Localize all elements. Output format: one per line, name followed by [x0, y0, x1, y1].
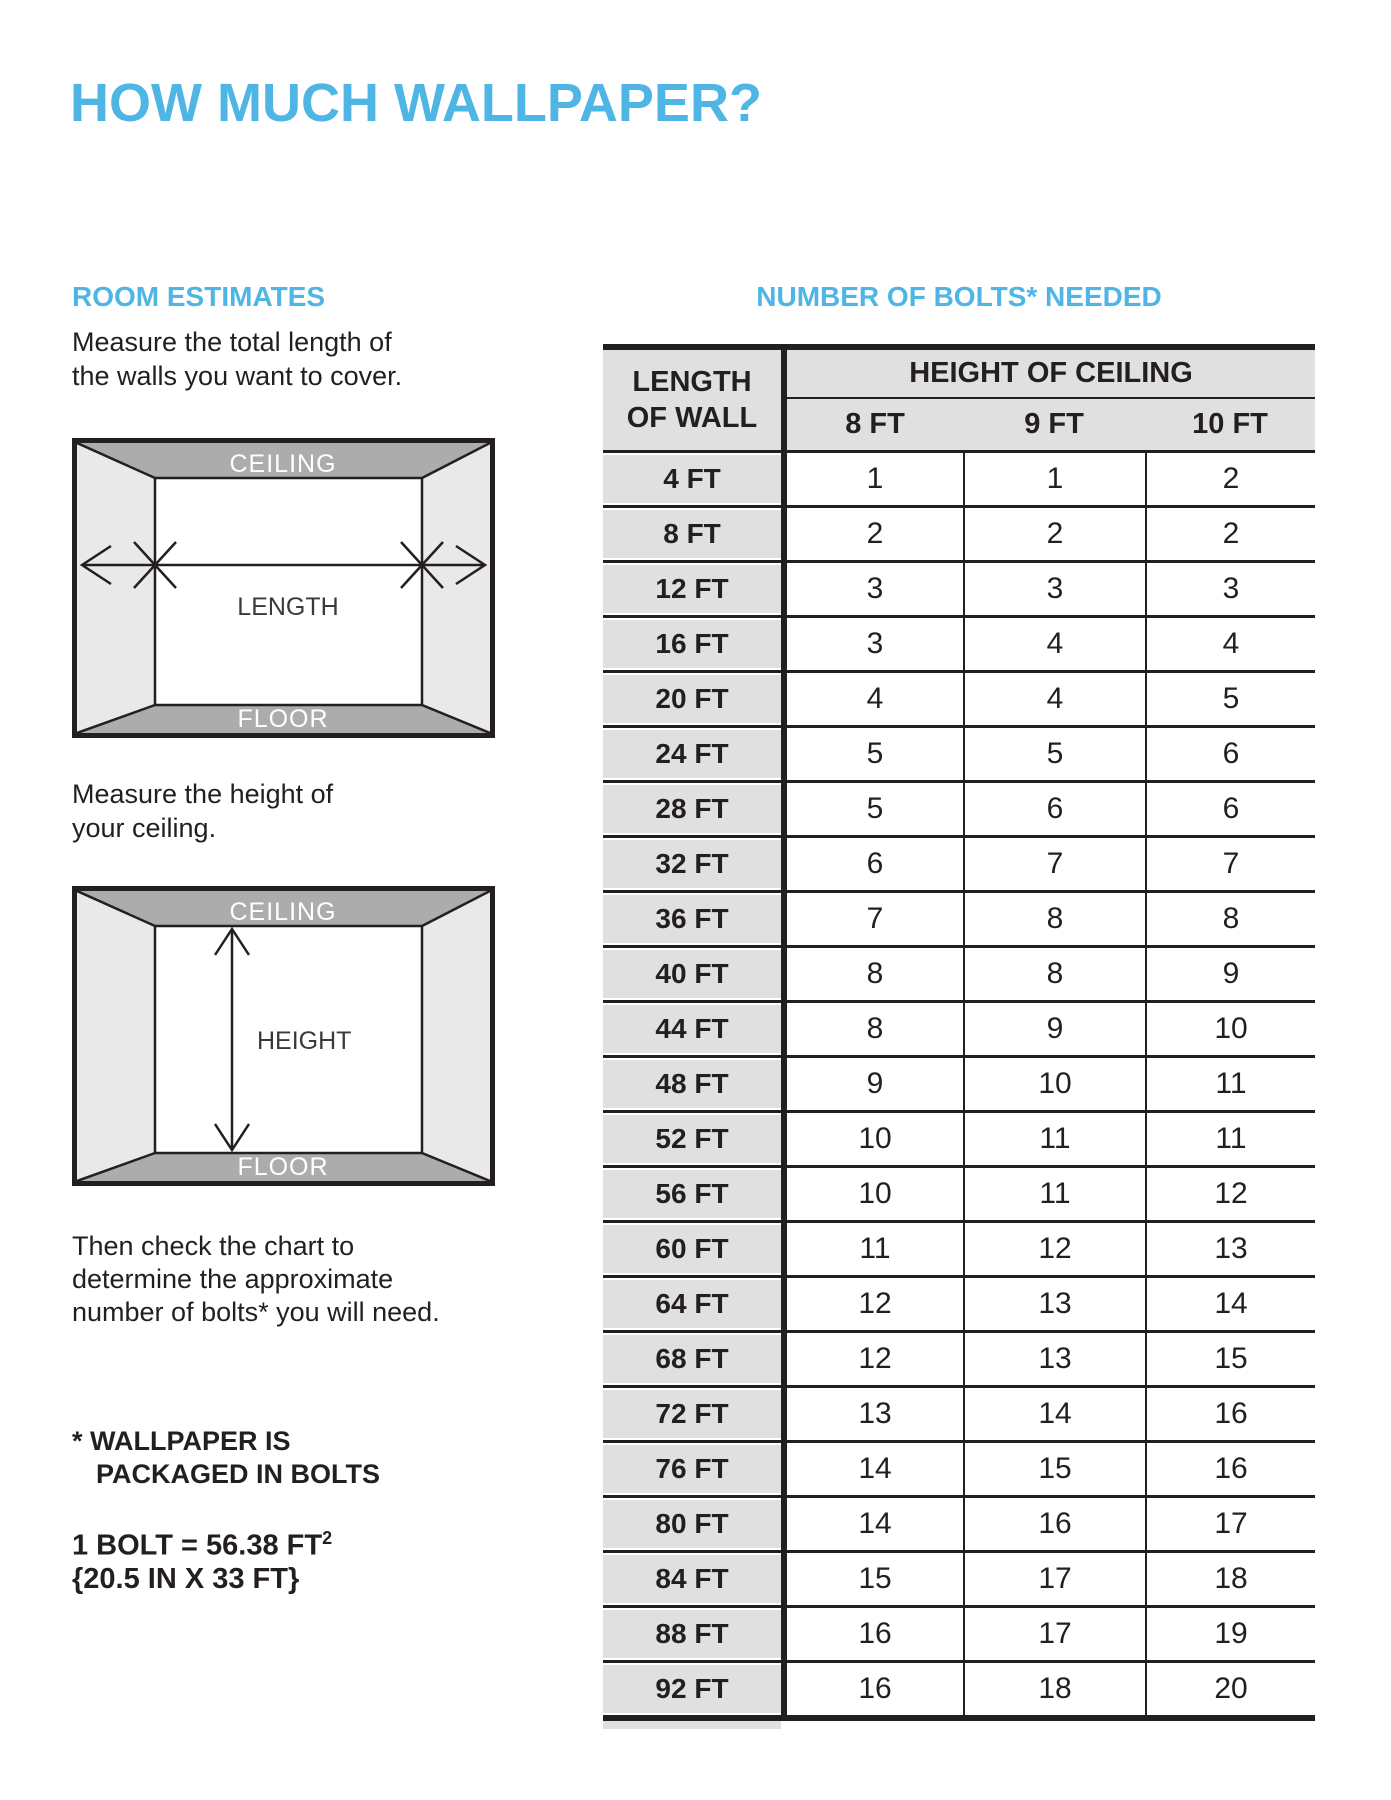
row-label: 72 FT	[603, 1388, 781, 1440]
table-cell: 15	[1147, 1333, 1315, 1385]
table-cell: 13	[1147, 1223, 1315, 1275]
table-cell: 10	[1147, 1003, 1315, 1055]
header-length-of-wall: LENGTH OF WALL	[603, 350, 781, 450]
table-cell: 6	[787, 838, 963, 890]
table-cell: 5	[965, 728, 1145, 780]
table-cell: 2	[787, 508, 963, 560]
instruction-measure-height: Measure the height of your ceiling.	[72, 779, 334, 843]
row-label: 56 FT	[603, 1168, 781, 1220]
table-cell: 7	[787, 893, 963, 945]
table-cell: 11	[965, 1168, 1145, 1220]
table-row	[603, 1223, 1315, 1278]
section-heading-room-estimates: ROOM ESTIMATES	[72, 281, 326, 312]
table-row	[603, 728, 1315, 783]
subheader-10ft: 10 FT	[1192, 408, 1268, 440]
table-cell: 4	[1147, 618, 1315, 670]
table-cell: 5	[787, 783, 963, 835]
header-ceiling-heights	[787, 399, 1315, 450]
table-cell: 17	[965, 1553, 1145, 1605]
subheader-8ft: 8 FT	[845, 408, 905, 440]
table-cell: 13	[965, 1278, 1145, 1330]
table-footer-stub	[603, 1721, 781, 1729]
bolts-footnote: * WALLPAPER IS PACKAGED IN BOLTS	[72, 1426, 381, 1489]
table-row	[603, 1333, 1315, 1388]
table-cell: 4	[965, 673, 1145, 725]
height-label: HEIGHT	[257, 1027, 352, 1055]
table-cell: 4	[965, 618, 1145, 670]
row-label: 16 FT	[603, 618, 781, 670]
table-cell: 9	[787, 1058, 963, 1110]
left-wall-panel	[77, 443, 155, 733]
table-cell: 5	[1147, 673, 1315, 725]
table-row	[603, 673, 1315, 728]
table-cell: 10	[965, 1058, 1145, 1110]
row-label: 76 FT	[603, 1443, 781, 1495]
ceiling-label: CEILING	[229, 450, 337, 478]
row-label: 24 FT	[603, 728, 781, 780]
page-title: HOW MUCH WALLPAPER?	[70, 73, 762, 133]
table-cell: 3	[787, 563, 963, 615]
table-row	[603, 1388, 1315, 1443]
row-label: 84 FT	[603, 1553, 781, 1605]
table-cell: 1	[965, 453, 1145, 505]
table-cell: 17	[1147, 1498, 1315, 1550]
table-cell: 14	[787, 1443, 963, 1495]
table-row	[603, 1278, 1315, 1333]
table-cell: 2	[1147, 508, 1315, 560]
table-cell: 15	[787, 1553, 963, 1605]
table-cell: 14	[787, 1498, 963, 1550]
row-label: 40 FT	[603, 948, 781, 1000]
length-label: LENGTH	[237, 593, 339, 621]
row-label: 20 FT	[603, 673, 781, 725]
table-cell: 8	[1147, 893, 1315, 945]
table-row	[603, 893, 1315, 948]
instruction-measure-length: Measure the total length of the walls you want to cover.	[72, 327, 403, 391]
table-cell: 16	[1147, 1388, 1315, 1440]
row-label: 88 FT	[603, 1608, 781, 1660]
table-cell: 3	[1147, 563, 1315, 615]
table-cell: 9	[965, 1003, 1145, 1055]
row-label: 36 FT	[603, 893, 781, 945]
table-cell: 16	[1147, 1443, 1315, 1495]
instruction-check-chart: Then check the chart to determine the approximate number of bolts* you will need.	[72, 1231, 440, 1327]
table-cell: 11	[965, 1113, 1145, 1165]
table-cell: 12	[1147, 1168, 1315, 1220]
table-header	[603, 350, 1315, 450]
right-wall-panel	[422, 891, 490, 1181]
table-cell: 7	[1147, 838, 1315, 890]
table-cell: 3	[787, 618, 963, 670]
row-label: 64 FT	[603, 1278, 781, 1330]
room-length-drawing	[77, 443, 490, 733]
table-cell: 2	[965, 508, 1145, 560]
table-cell: 2	[1147, 453, 1315, 505]
table-cell: 17	[965, 1608, 1145, 1660]
table-heading: NUMBER OF BOLTS* NEEDED	[756, 281, 1162, 312]
table-cell: 4	[787, 673, 963, 725]
table-cell: 8	[787, 948, 963, 1000]
room-height-drawing	[77, 891, 490, 1181]
row-label: 80 FT	[603, 1498, 781, 1550]
table-row	[603, 618, 1315, 673]
table-cell: 18	[965, 1663, 1145, 1715]
table-cell: 1	[787, 453, 963, 505]
table-cell: 3	[965, 563, 1145, 615]
table-cell: 16	[787, 1663, 963, 1715]
table-cell: 19	[1147, 1608, 1315, 1660]
table-cell: 12	[787, 1333, 963, 1385]
bolts-table	[603, 344, 1315, 1721]
table-cell: 16	[965, 1498, 1145, 1550]
table-body	[603, 453, 1315, 1721]
table-row	[603, 1168, 1315, 1223]
table-row	[603, 838, 1315, 893]
row-label: 60 FT	[603, 1223, 781, 1275]
table-cell: 13	[965, 1333, 1145, 1385]
bolt-size-note: 1 BOLT = 56.38 $FT^2$ {20.5 IN X 33 FT}	[72, 1528, 333, 1595]
table-cell: 11	[787, 1223, 963, 1275]
table-cell: 12	[965, 1223, 1145, 1275]
room-height-diagram	[72, 886, 495, 1186]
table-row	[603, 1498, 1315, 1553]
table-cell: 8	[965, 893, 1145, 945]
table-cell: 6	[1147, 783, 1315, 835]
table-cell: 8	[965, 948, 1145, 1000]
table-cell: 14	[965, 1388, 1145, 1440]
row-label: 52 FT	[603, 1113, 781, 1165]
table-row	[603, 1113, 1315, 1168]
table-row	[603, 1003, 1315, 1058]
table-cell: 11	[1147, 1058, 1315, 1110]
header-height-of-ceiling: HEIGHT OF CEILING	[787, 350, 1315, 397]
table-row	[603, 563, 1315, 618]
table-row	[603, 948, 1315, 1003]
row-label: 44 FT	[603, 1003, 781, 1055]
table-cell: 14	[1147, 1278, 1315, 1330]
table-cell: 6	[965, 783, 1145, 835]
table-cell: 15	[965, 1443, 1145, 1495]
table-row	[603, 1443, 1315, 1498]
table-cell: 6	[1147, 728, 1315, 780]
row-label: 32 FT	[603, 838, 781, 890]
row-label: 4 FT	[603, 453, 781, 505]
right-wall-panel	[422, 443, 490, 733]
table-cell: 5	[787, 728, 963, 780]
table-row	[603, 1058, 1315, 1113]
left-wall-panel	[77, 891, 155, 1181]
table-cell: 20	[1147, 1663, 1315, 1715]
table-row	[603, 453, 1315, 508]
table-cell: 18	[1147, 1553, 1315, 1605]
floor-label: FLOOR	[237, 705, 329, 733]
table-cell: 13	[787, 1388, 963, 1440]
table-cell: 10	[787, 1168, 963, 1220]
table-cell: 8	[787, 1003, 963, 1055]
row-label: 92 FT	[603, 1663, 781, 1715]
row-label: 12 FT	[603, 563, 781, 615]
table-row	[603, 508, 1315, 563]
table-cell: 9	[1147, 948, 1315, 1000]
row-label: 48 FT	[603, 1058, 781, 1110]
floor-label: FLOOR	[237, 1153, 329, 1181]
back-wall-panel	[155, 478, 422, 705]
table-cell: 7	[965, 838, 1145, 890]
table-row	[603, 1608, 1315, 1663]
room-length-diagram	[72, 438, 495, 738]
table-cell: 10	[787, 1113, 963, 1165]
table-row	[603, 783, 1315, 838]
row-label: 68 FT	[603, 1333, 781, 1385]
table-cell: 12	[787, 1278, 963, 1330]
row-label: 28 FT	[603, 783, 781, 835]
table-row	[603, 1553, 1315, 1608]
row-label: 8 FT	[603, 508, 781, 560]
table-row	[603, 1663, 1315, 1721]
subheader-9ft: 9 FT	[1024, 408, 1084, 440]
table-cell: 11	[1147, 1113, 1315, 1165]
table-cell: 16	[787, 1608, 963, 1660]
ceiling-label: CEILING	[229, 898, 337, 926]
